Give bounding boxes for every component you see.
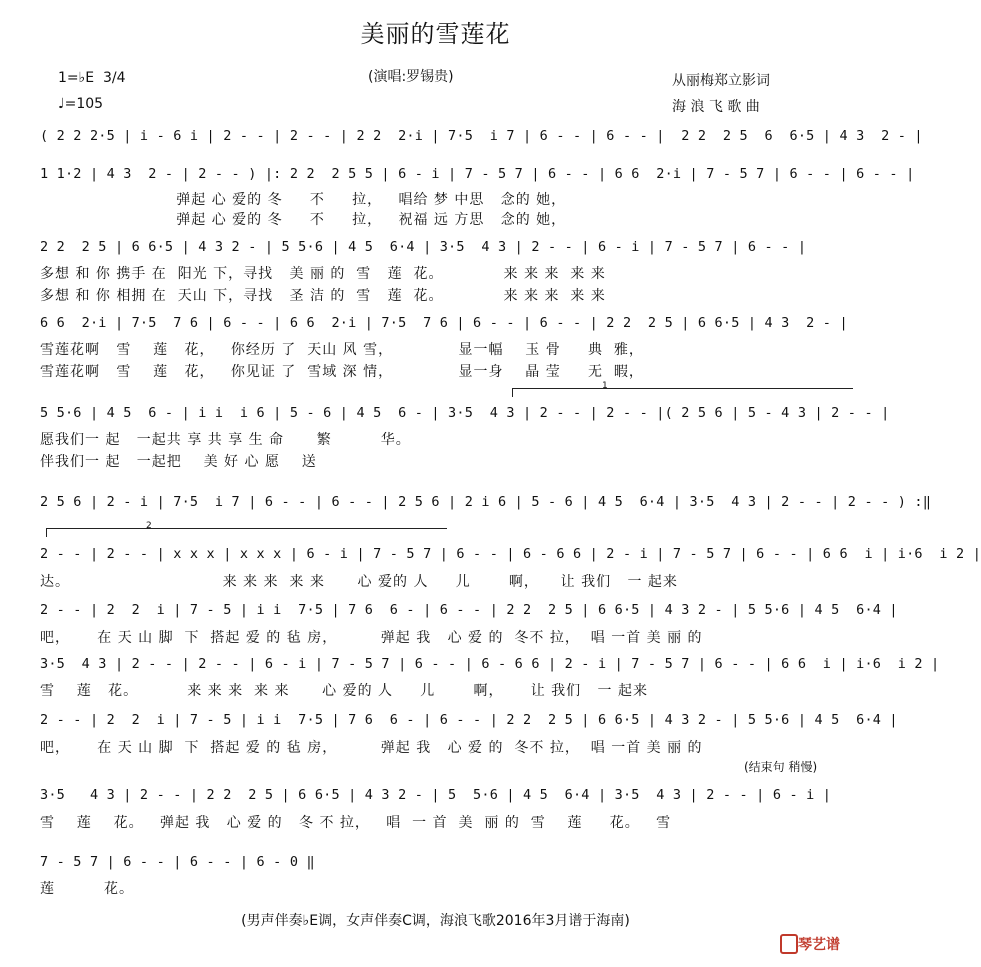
lyrics-row-3-verse-2: 多想 和 你 相拥 在 天山 下，寻找 圣 洁 的 雪 莲 花。 来 来 来 来 来 [40,288,606,304]
lyrics-row-3-verse-1: 多想 和 你 携手 在 阳光 下，寻找 美 丽 的 雪 莲 花。 来 来 来 来 来 [40,266,606,282]
lyrics-row-4-verse-2: 雪莲花啊 雪 莲 花， 你见证 了 雪域 深 情， 显一身 晶 莹 无 暇， [40,364,644,380]
volta-number-1: 1 [602,381,608,391]
lyrics-row-9: 雪 莲 花。 来 来 来 来 来 心 爱的 人 儿 啊， 让 我们 一 起来 [40,683,648,699]
lyricist-credit: 从丽梅郑立影词 [672,73,770,89]
tempo-marking: ♩=105 [58,96,104,112]
lyrics-row-11: 雪 莲 花。 弹起 我 心 爱 的 冬 不 拉， 唱 一 首 美 丽 的 雪 莲 花。 雪 [40,815,672,831]
lyrics-row-5-verse-2: 伴我们一 起 一起把 美 好 心 愿 送 [40,454,317,470]
lyrics-row-7: 达。 来 来 来 来 来 心 爱的 人 儿 啊， 让 我们 一 起来 [40,574,678,590]
volta-bracket-1 [512,388,853,397]
score-row-11: 3·5 4 3 | 2 - - | 2 2 2 5 | 6 6·5 | 4 3 2 - | 5 5·6 | 4 5 6·4 | 3·5 4 3 | 2 - - | 6 - i | [40,787,832,803]
logo-text: 琴艺谱 [798,937,840,953]
composer-credit: 海 浪 飞 歌 曲 [672,99,760,115]
score-row-3: 2 2 2 5 | 6 6·5 | 4 3 2 - | 5 5·6 | 4 5 6·4 | 3·5 4 3 | 2 - - | 6 - i | 7 - 5 7 | 6 - - | [40,239,807,255]
score-row-8: 2 - - | 2 2 i | 7 - 5 | i i 7·5 | 7 6 6 - | 6 - - | 2 2 2 5 | 6 6·5 | 4 3 2 - | 5 5·6 | 4 5 6·4 | [40,602,898,618]
singer-credit: (演唱:罗锡贵) [368,69,454,85]
lyrics-row-8: 吧， 在 天 山 脚 下 搭起 爱 的 毡 房， 弹起 我 心 爱 的 冬不 拉， 唱 一首 美 丽 的 [40,630,703,646]
score-row-9: 3·5 4 3 | 2 - - | 2 - - | 6 - i | 7 - 5 7 | 6 - - | 6 - 6 6 | 2 - i | 7 - 5 7 | 6 - - | 6 6 i | i·6 i 2 | [40,656,940,672]
page-title: 美丽的雪莲花 [360,20,511,48]
score-row-10: 2 - - | 2 2 i | 7 - 5 | i i 7·5 | 7 6 6 - | 6 - - | 2 2 2 5 | 6 6·5 | 4 3 2 - | 5 5·6 | 4 5 6·4 | [40,712,898,728]
lyrics-row-4-verse-1: 雪莲花啊 雪 莲 花， 你经历 了 天山 风 雪， 显一幅 玉 骨 典 雅， [40,342,644,358]
logo-icon [780,934,798,954]
score-row-1: ( 2 2 2·5 | i - 6 i | 2 - - | 2 - - | 2 2 2·i | 7·5 i 7 | 6 - - | 6 - - | 2 2 2 5 6 6·5 | 4 3 2 - | [40,128,923,144]
lyrics-row-12: 莲 花。 [40,881,135,897]
lyrics-row-10: 吧， 在 天 山 脚 下 搭起 爱 的 毡 房， 弹起 我 心 爱 的 冬不 拉， 唱 一首 美 丽 的 [40,740,703,756]
volta-bracket-2 [46,528,447,537]
footer-note: (男声伴奏♭E调，女声伴奏C调，海浪飞歌2016年3月谱于海南) [241,913,630,929]
lyrics-row-2-verse-1: 弹起 心 爱的 冬 不 拉， 唱给 梦 中思 念的 她， [40,192,567,208]
site-logo [780,930,862,956]
ending-tempo-note: (结束句 稍慢) [744,760,818,774]
score-row-6: 2 5 6 | 2 - i | 7·5 i 7 | 6 - - | 6 - - | 2 5 6 | 2 i 6 | 5 - 6 | 4 5 6·4 | 3·5 4 3 | 2 - - | 2 - - ) :‖ [40,494,932,510]
lyrics-row-5-verse-1: 愿我们一 起 一起共 享 共 享 生 命 繁 华。 [40,432,411,448]
score-row-7: 2 - - | 2 - - | x x x | x x x | 6 - i | 7 - 5 7 | 6 - - | 6 - 6 6 | 2 - i | 7 - 5 7 | 6 - - | 6 6 i | i·6 i 2 | [40,546,981,562]
score-row-2: 1 1·2 | 4 3 2 - | 2 - - ) |: 2 2 2 5 5 | 6 - i | 7 - 5 7 | 6 - - | 6 6 2·i | 7 - 5 7 | 6 - - | 6 - - | [40,166,915,182]
lyrics-row-2-verse-2: 弹起 心 爱的 冬 不 拉， 祝福 远 方思 念的 她， [40,212,567,228]
key-signature: 1=♭E 3/4 [58,70,126,86]
score-row-5: 5 5·6 | 4 5 6 - | i i i 6 | 5 - 6 | 4 5 6 - | 3·5 4 3 | 2 - - | 2 - - |( 2 5 6 | 5 - 4 3 | 2 - - | [40,405,890,421]
score-row-12: 7 - 5 7 | 6 - - | 6 - - | 6 - 0 ‖ [40,854,315,870]
score-row-4: 6 6 2·i | 7·5 7 6 | 6 - - | 6 6 2·i | 7·5 7 6 | 6 - - | 6 - - | 2 2 2 5 | 6 6·5 | 4 3 2 - | [40,315,848,331]
volta-number-2: 2 [146,521,152,531]
